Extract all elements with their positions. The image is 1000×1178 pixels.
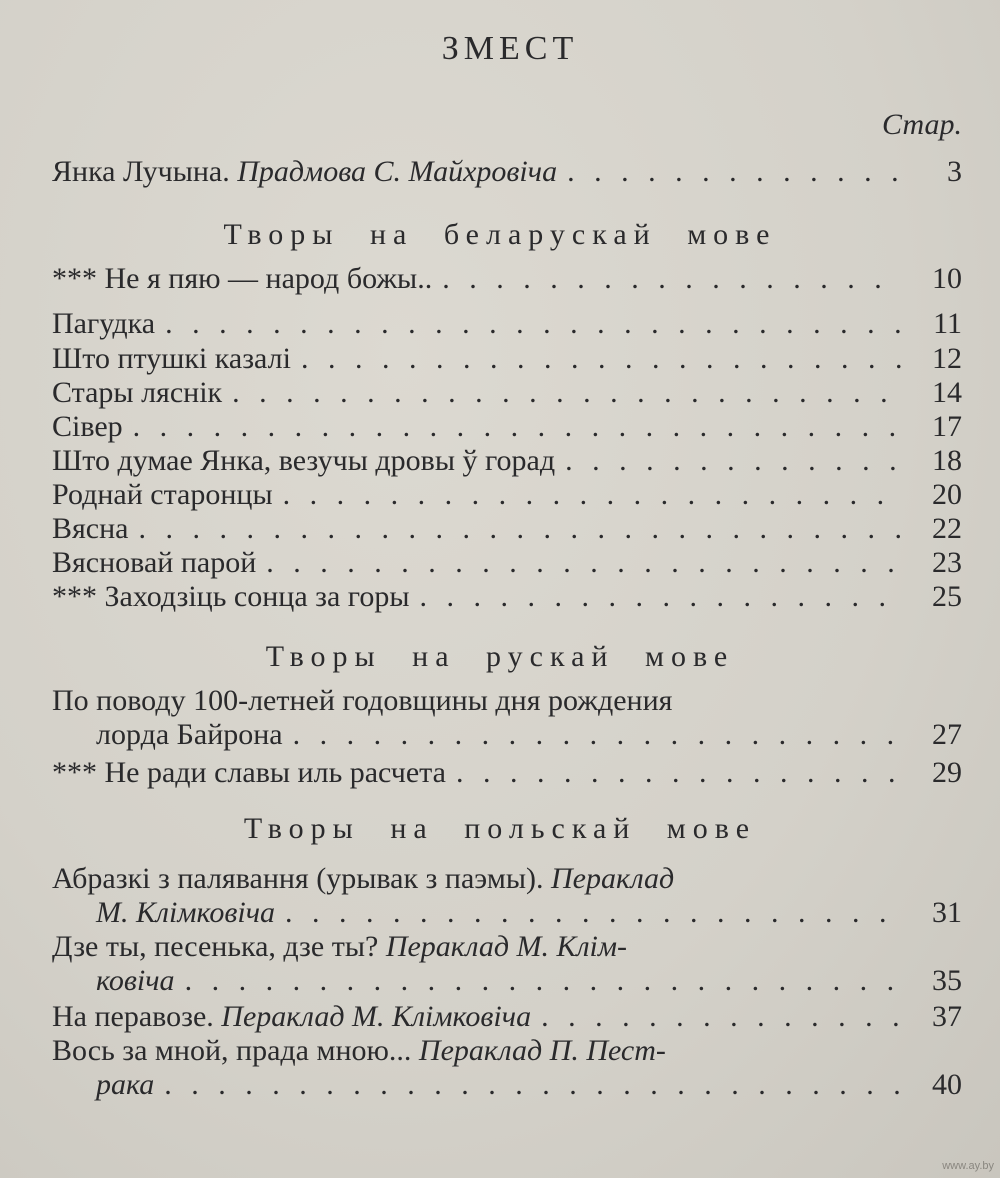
leader-dots xyxy=(139,512,903,546)
entry-title-continued: лорда Байрона xyxy=(96,718,283,751)
leader-dots xyxy=(541,1000,902,1034)
entry-title: Што думае Янка, везучы дровы ў горад xyxy=(52,444,556,477)
entry-translator-continued: М. Клімковіча xyxy=(96,896,276,929)
entry-translator: Пераклад М. Клім- xyxy=(385,930,628,963)
entry-page: 20 xyxy=(932,478,962,511)
entry-page: 3 xyxy=(947,155,962,188)
toc-entry xyxy=(52,410,962,444)
toc-entry xyxy=(52,1000,962,1034)
leader-dots xyxy=(283,478,902,512)
page-title: ЗМЕСТ xyxy=(441,30,579,67)
leader-dots xyxy=(442,262,902,296)
section-heading-polish: Творы на польскай мове xyxy=(243,812,757,845)
entry-title: Дзе ты, песенька, дзе ты? xyxy=(52,930,379,963)
leader-dots xyxy=(285,896,902,930)
toc-entry xyxy=(52,580,962,614)
entry-title: Абразкі з палявання (урывак з паэмы). xyxy=(52,862,544,895)
toc-entry xyxy=(52,444,962,478)
leader-dots xyxy=(232,376,902,410)
leader-dots xyxy=(165,307,902,341)
entry-page: 22 xyxy=(932,512,962,545)
toc-entry xyxy=(52,307,962,341)
entry-title: *** Заходзіць сонца за горы xyxy=(52,580,410,613)
toc-entry xyxy=(52,684,962,752)
entry-subtitle: Прадмова С. Майхровіча xyxy=(237,155,558,188)
leader-dots xyxy=(301,342,902,376)
toc-entry xyxy=(52,262,962,296)
section-heading-russian: Творы на рускай мове xyxy=(265,640,735,673)
toc-entry xyxy=(52,862,962,930)
leader-dots xyxy=(420,580,902,614)
entry-page: 11 xyxy=(933,307,962,340)
entry-page: 40 xyxy=(932,1068,962,1101)
entry-page: 29 xyxy=(932,756,962,789)
entry-translator: Пераклад xyxy=(551,862,675,895)
toc-entry xyxy=(52,546,962,580)
toc-entry xyxy=(52,376,962,410)
toc-entry xyxy=(52,930,962,998)
leader-dots xyxy=(133,410,902,444)
entry-title: Сівер xyxy=(52,410,123,443)
entry-title: Роднай старонцы xyxy=(52,478,273,511)
toc-entry xyxy=(52,1034,962,1102)
entry-title: Вясна xyxy=(52,512,129,545)
entry-page: 35 xyxy=(932,964,962,997)
leader-dots xyxy=(266,546,902,580)
entry-title: Вясновай парой xyxy=(52,546,257,579)
entry-translator: Пераклад П. Пест- xyxy=(418,1034,666,1067)
entry-title: Стары ляснік xyxy=(52,376,223,409)
watermark: www.ay.by xyxy=(942,1160,994,1172)
entry-title: Вось за мной, прада мною... xyxy=(52,1034,412,1067)
entry-translator: Пераклад М. Клімковіча xyxy=(221,1000,532,1033)
toc-entry xyxy=(52,342,962,376)
leader-dots xyxy=(185,964,902,998)
entry-page: 37 xyxy=(932,1000,962,1033)
leader-dots xyxy=(456,756,902,790)
toc-entry-intro xyxy=(52,155,962,189)
entry-page: 27 xyxy=(932,718,962,751)
entry-title: По поводу 100-летней годовщины дня рождения xyxy=(52,684,673,717)
entry-title: *** Не я пяю — народ божы.. xyxy=(52,262,433,295)
entry-title: *** Не ради славы иль расчета xyxy=(52,756,446,789)
leader-dots xyxy=(567,155,902,189)
entry-page: 10 xyxy=(932,262,962,295)
entry-translator-continued: ковіча xyxy=(96,964,175,997)
entry-title: На перавозе. xyxy=(52,1000,214,1033)
toc-entry xyxy=(52,512,962,546)
entry-title: Янка Лучына. xyxy=(52,155,230,188)
entry-page: 25 xyxy=(932,580,962,613)
section-heading-belarusian: Творы на беларускай мове xyxy=(223,218,777,251)
entry-page: 12 xyxy=(932,342,962,375)
entry-translator-continued: рака xyxy=(96,1068,155,1101)
leader-dots xyxy=(293,718,902,752)
entry-page: 23 xyxy=(932,546,962,579)
leader-dots xyxy=(565,444,902,478)
entry-title: Пагудка xyxy=(52,307,156,340)
entry-page: 17 xyxy=(932,410,962,443)
toc-entry xyxy=(52,756,962,790)
entry-page: 14 xyxy=(932,376,962,409)
entry-title: Што птушкі казалі xyxy=(52,342,291,375)
entry-page: 18 xyxy=(932,444,962,477)
entry-page: 31 xyxy=(932,896,962,929)
leader-dots xyxy=(164,1068,902,1102)
toc-entry xyxy=(52,478,962,512)
page-column-header: Стар. xyxy=(882,108,962,141)
